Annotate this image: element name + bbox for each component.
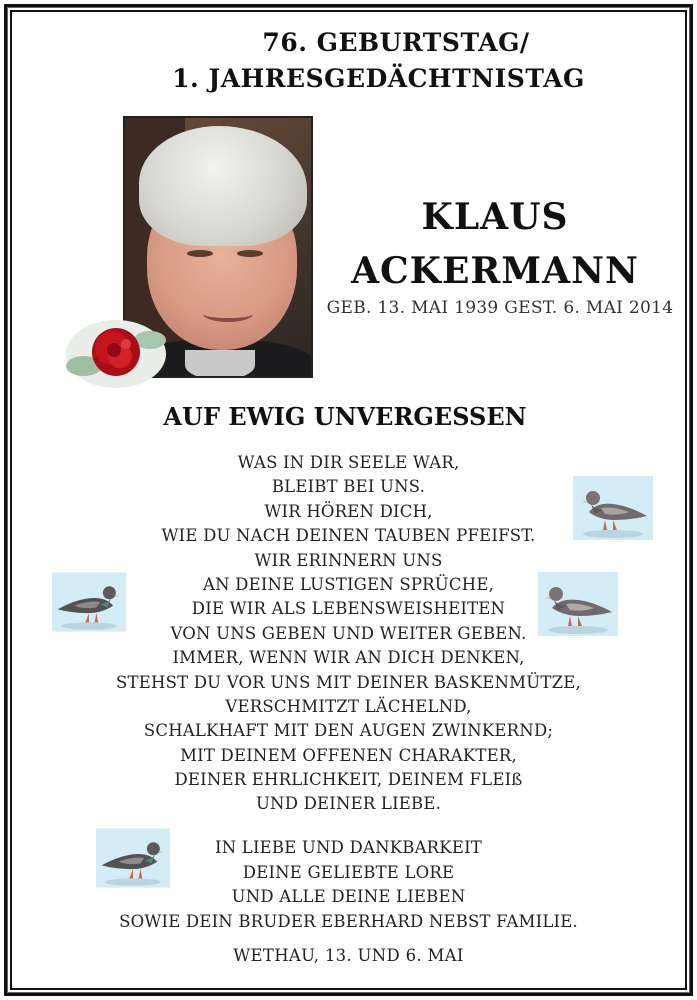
poem-line: WIR HÖREN DICH, (264, 501, 433, 521)
pigeon-icon (538, 572, 618, 636)
poem-line: WAS IN DIR SEELE WAR, (237, 453, 460, 472)
last-name: ACKERMANN (351, 250, 639, 292)
closing-line: SOWIE DEIN BRUDER EBERHARD NEBST FAMILIE. (119, 911, 578, 931)
closing-line: DEINE GELIEBTE LORE (242, 862, 455, 882)
heading-birthday: 76. GEBURTSTAG/ (262, 28, 530, 57)
poem-line: VON UNS GEBEN UND WEITER GEBEN. (170, 623, 527, 643)
closing-line: UND ALLE DEINE LIEBEN (231, 887, 466, 906)
first-name: KLAUS (421, 196, 569, 238)
place-and-date: WETHAU, 13. UND 6. MAI (233, 946, 464, 965)
poem (80, 451, 617, 817)
poem-line: MIT DEINEM OFFENEN CHARAKTER, (180, 745, 517, 765)
closing-line: IN LIEBE UND DANKBARKEIT (214, 838, 483, 857)
poem-line: WIE DU NACH DEINEN TAUBEN PFEIFST. (161, 526, 536, 546)
poem-line: UND DEINER LIEBE. (255, 794, 442, 814)
poem-line: DIE WIR ALS LEBENSWEISHEITEN (191, 599, 506, 619)
pigeon-icon (52, 572, 126, 632)
poem-line: SCHALKHAFT MIT DEN AUGEN ZWINKERND; (143, 721, 554, 741)
poem-line: STEHST DU VOR UNS MIT DEINER BASKENMÜTZE, (116, 672, 581, 692)
red-rose-icon (64, 314, 168, 390)
motto: AUF EWIG UNVERGESSEN (163, 402, 527, 431)
poem-line: BLEIBT BEI UNS. (271, 477, 426, 497)
pigeon-icon (96, 828, 170, 888)
pigeon-icon (573, 476, 653, 540)
poem-line: AN DEINE LUSTIGEN SPRÜCHE, (202, 574, 495, 594)
poem-line: DEINER EHRLICHKEIT, DEINEM FLEIß (174, 770, 523, 790)
poem-line: IMMER, WENN WIR AN DICH DENKEN, (172, 648, 525, 668)
poem-line: VERSCHMITZT LÄCHELND, (225, 696, 472, 716)
life-dates: GEB. 13. MAI 1939 GEST. 6. MAI 2014 (326, 298, 674, 318)
poem-line: WIR ERINNERN UNS (254, 550, 443, 570)
heading-memorial-day: 1. JAHRESGEDÄCHTNISTAG (172, 64, 585, 93)
